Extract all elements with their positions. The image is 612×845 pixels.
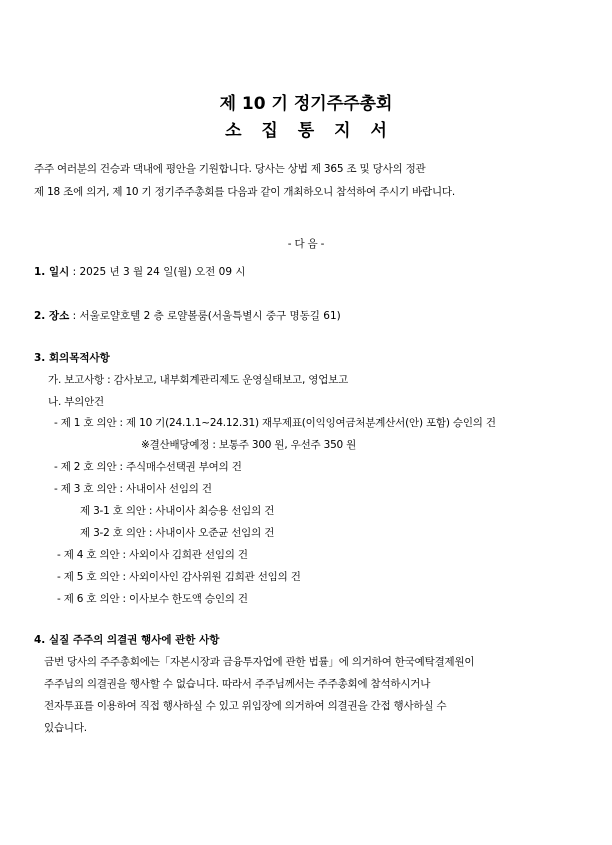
section-2-head: 2. 장소 [34,310,70,322]
section-3-head: 3. 회의목적사항 [34,352,110,364]
intro-line-1: 주주 여러분의 건승과 댁내에 평안을 기원합니다. 당사는 상법 제 365 조 및 당사의 정관 [34,163,426,175]
section-2-body: : 서울로얄호텔 2 층 로얄볼룸(서울특별시 중구 명동길 61) [69,310,341,322]
page-subtitle: 소 집 통 지 서 [225,121,387,141]
agenda-item-5: - 제 5 호 의안 : 사외이사인 감사위원 김희관 선임의 건 [57,571,301,583]
section-2 [34,308,341,323]
report-items: 가. 보고사항 : 감사보고, 내부회계관리제도 운영실태보고, 영업보고 [48,374,349,386]
agenda-item-3-2: 제 3-2 호 의안 : 사내이사 오준균 선임의 건 [80,527,275,539]
voting-line-3: 전자투표를 이용하여 직접 행사하실 수 있고 위임장에 의거하여 의결권을 간접 행사하실 수 [44,700,447,712]
agenda-item-3: - 제 3 호 의안 : 사내이사 선임의 건 [54,483,212,495]
separator: - 다 음 - [287,238,325,250]
agenda-item-3-1: 제 3-1 호 의안 : 사내이사 최승용 선임의 건 [80,505,275,517]
section-1-head: 1. 일시 [34,266,70,278]
section-1 [34,264,245,279]
agenda-heading: 나. 부의안건 [48,396,104,408]
section-1-body: : 2025 년 3 월 24 일(월) 오전 09 시 [69,266,246,278]
agenda-item-6: - 제 6 호 의안 : 이사보수 한도액 승인의 건 [57,593,248,605]
voting-line-2: 주주님의 의결권을 행사할 수 없습니다. 따라서 주주님께서는 주주총회에 참석하시거나 [44,678,431,690]
page-title: 제 10 기 정기주주총회 [219,94,393,114]
voting-line-1: 금번 당사의 주주총회에는「자본시장과 금융투자업에 관한 법률」에 의거하여 한국예탁결제원이 [44,656,475,668]
intro-line-2: 제 18 조에 의거, 제 10 기 정기주주총회를 다음과 같이 개최하오니 참석하여 주시기 바랍니다. [34,186,455,198]
agenda-item-1: - 제 1 호 의안 : 제 10 기(24.1.1~24.12.31) 재무제표(이익잉여금처분계산서(안) 포함) 승인의 건 [54,417,496,429]
agenda-item-4: - 제 4 호 의안 : 사외이사 김희관 선임의 건 [57,549,248,561]
dividend-note: ※결산배당예정 : 보통주 300 원, 우선주 350 원 [141,439,357,451]
section-4-head: 4. 실질 주주의 의결권 행사에 관한 사항 [34,634,220,646]
voting-line-4: 있습니다. [44,722,87,734]
agenda-item-2: - 제 2 호 의안 : 주식매수선택권 부여의 건 [54,461,242,473]
